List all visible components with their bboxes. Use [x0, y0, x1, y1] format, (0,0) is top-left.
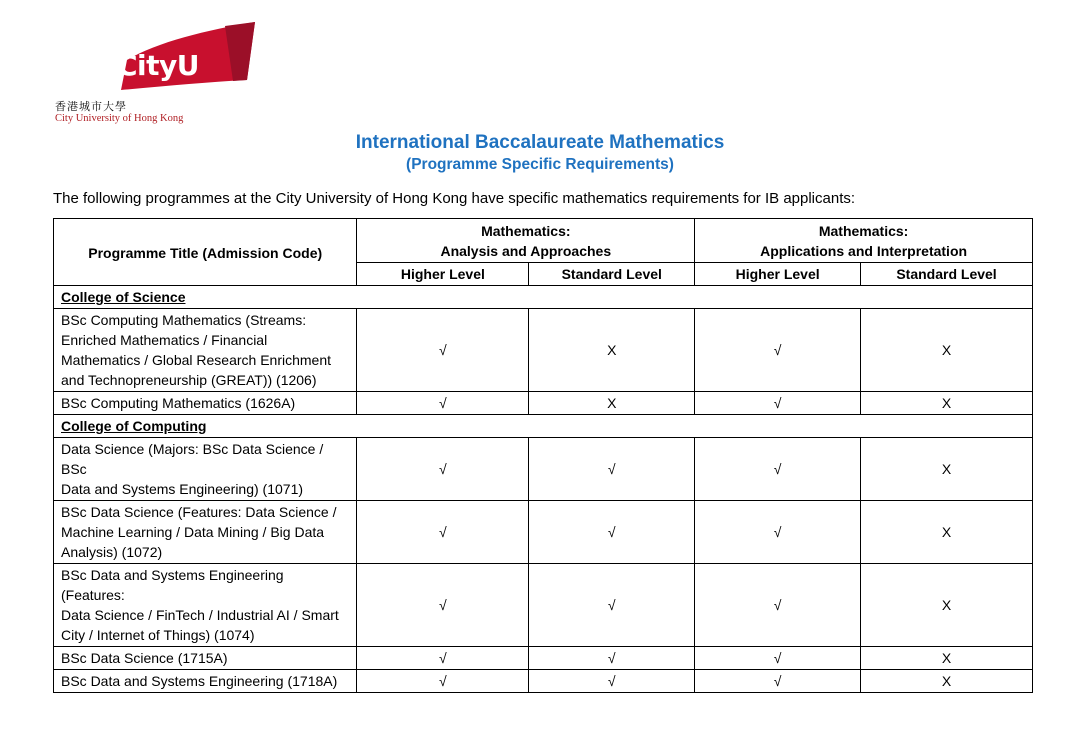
- programme-title-line: Enriched Mathematics / Financial: [61, 332, 268, 348]
- table-row: [54, 647, 1033, 670]
- table-row: [54, 564, 1033, 647]
- programme-title-cell: [54, 564, 357, 647]
- aa-hl-mark: √: [357, 564, 529, 647]
- requirements-table: [53, 218, 1033, 693]
- ai-hl-mark: √: [695, 501, 861, 564]
- aa-sl-mark: √: [529, 564, 695, 647]
- aa-sl-mark: √: [529, 647, 695, 670]
- ai-higher-level-header: Higher Level: [695, 263, 861, 286]
- college-row: [54, 415, 1033, 438]
- aa-group-header: [357, 219, 695, 263]
- college-name: College of Science: [54, 286, 1033, 309]
- ai-standard-level-header: Standard Level: [861, 263, 1033, 286]
- programme-title-line: BSc Data and Systems Engineering (Features:: [61, 567, 284, 603]
- ai-hl-mark: √: [695, 309, 861, 392]
- college-name: College of Computing: [54, 415, 1033, 438]
- aa-standard-level-header: Standard Level: [529, 263, 695, 286]
- programme-title-cell: [54, 309, 357, 392]
- ai-hl-mark: √: [695, 392, 861, 415]
- ai-group-header: [695, 219, 1033, 263]
- aa-group-line2: Analysis and Approaches: [440, 243, 612, 259]
- ai-hl-mark: √: [695, 647, 861, 670]
- aa-sl-mark: √: [529, 501, 695, 564]
- programme-title-line: Mathematics / Global Research Enrichment: [61, 352, 331, 368]
- ai-hl-mark: √: [695, 670, 861, 693]
- cityu-logo: [55, 20, 225, 124]
- aa-hl-mark: √: [357, 392, 529, 415]
- programme-title-line: and Technopreneurship (GREAT)) (1206): [61, 372, 317, 388]
- programme-title-line: BSc Data and Systems Engineering (1718A): [61, 673, 338, 689]
- table-row: [54, 670, 1033, 693]
- document-title: International Baccalaureate Mathematics: [355, 132, 725, 153]
- table-row: [54, 392, 1033, 415]
- intro-text: The following programmes at the City University of Hong Kong have specific mathematics requirements for IB applicants:: [53, 190, 856, 207]
- aa-sl-mark: X: [529, 392, 695, 415]
- programme-title-cell: [54, 501, 357, 564]
- table-row: [54, 501, 1033, 564]
- programme-title-line: Data Science / FinTech / Industrial AI / Smart: [61, 607, 339, 623]
- aa-sl-mark: √: [529, 438, 695, 501]
- aa-hl-mark: √: [357, 647, 529, 670]
- document-subtitle: (Programme Specific Requirements): [406, 156, 674, 173]
- programme-title-line: BSc Data Science (Features: Data Science /: [61, 504, 337, 520]
- programme-title-line: Data Science (Majors: BSc Data Science / BSc: [61, 441, 324, 477]
- table-header-row: [54, 219, 1033, 263]
- table-body: [54, 286, 1033, 693]
- aa-hl-mark: √: [357, 309, 529, 392]
- programme-title-cell: [54, 392, 357, 415]
- aa-hl-mark: √: [357, 438, 529, 501]
- table-row: [54, 309, 1033, 392]
- ai-sl-mark: X: [861, 670, 1033, 693]
- aa-hl-mark: √: [357, 501, 529, 564]
- ai-sl-mark: X: [861, 392, 1033, 415]
- ai-group-line2: Applications and Interpretation: [760, 243, 968, 259]
- aa-sl-mark: √: [529, 670, 695, 693]
- ai-hl-mark: √: [695, 564, 861, 647]
- aa-hl-mark: √: [357, 670, 529, 693]
- programme-title-line: BSc Computing Mathematics (Streams:: [61, 312, 307, 328]
- document-heading: [0, 131, 1080, 175]
- ai-sl-mark: X: [861, 438, 1033, 501]
- ai-sl-mark: X: [861, 309, 1033, 392]
- table-row: [54, 438, 1033, 501]
- programme-title-line: Analysis) (1072): [61, 544, 163, 560]
- logo-chinese-name: 香港城市大學: [55, 101, 127, 113]
- college-row: [54, 286, 1033, 309]
- ai-sl-mark: X: [861, 501, 1033, 564]
- programme-title-line: BSc Data Science (1715A): [61, 650, 228, 666]
- programme-title-cell: [54, 647, 357, 670]
- ai-sl-mark: X: [861, 647, 1033, 670]
- programme-title-line: BSc Computing Mathematics (1626A): [61, 395, 296, 411]
- logo-wordmark: CityU: [117, 49, 200, 82]
- programme-title-cell: [54, 670, 357, 693]
- ai-hl-mark: √: [695, 438, 861, 501]
- aa-sl-mark: X: [529, 309, 695, 392]
- ai-group-line1: Mathematics:: [818, 223, 909, 239]
- aa-higher-level-header: Higher Level: [357, 263, 529, 286]
- programme-title-line: City / Internet of Things) (1074): [61, 627, 255, 643]
- ai-sl-mark: X: [861, 564, 1033, 647]
- programme-title-line: Machine Learning / Data Mining / Big Data: [61, 524, 325, 540]
- aa-group-line1: Mathematics:: [481, 223, 571, 239]
- programme-title-header: Programme Title (Admission Code): [54, 219, 357, 286]
- programme-title-cell: [54, 438, 357, 501]
- logo-english-name: City University of Hong Kong: [55, 113, 184, 124]
- programme-title-line: Data and Systems Engineering) (1071): [61, 481, 304, 497]
